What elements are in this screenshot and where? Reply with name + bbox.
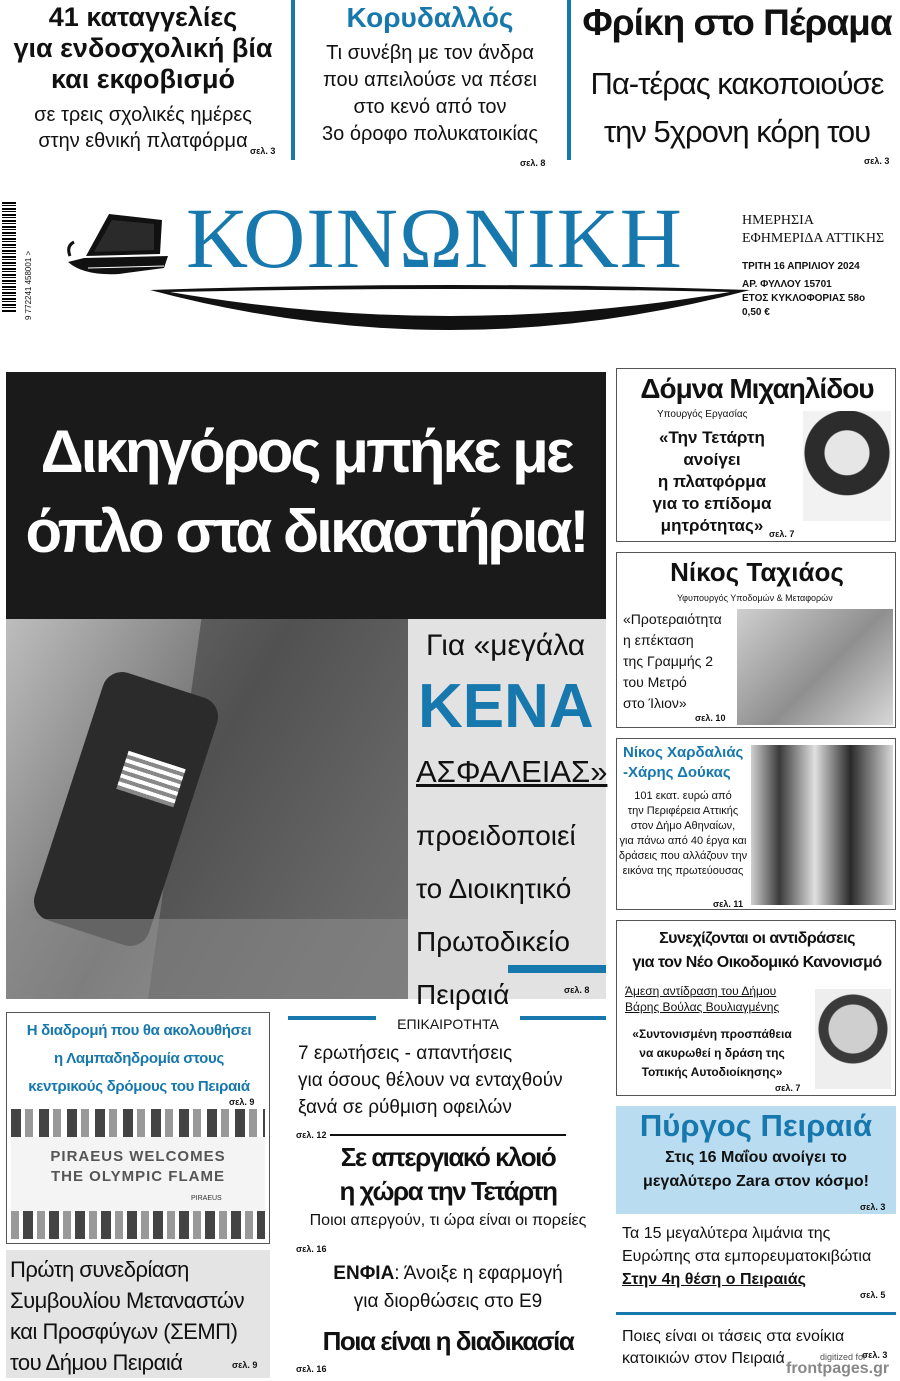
person-name: Νίκος Ταχιάος <box>670 557 844 587</box>
divider <box>291 0 295 160</box>
line: Τι συνέβη με τον άνδρα <box>326 42 534 64</box>
quote-line: «Προτεραιότητα <box>623 611 722 627</box>
page-ref: σελ. 10 <box>695 713 726 723</box>
person-role: Υπουργός Εργασίας <box>657 409 748 420</box>
line: 3ο όροφο πολυκατοικίας <box>322 123 538 145</box>
main-headline-box <box>6 372 606 619</box>
headline: Ποια είναι η διαδικασία <box>322 1326 574 1356</box>
quote-line: για το επίδομα <box>652 494 772 513</box>
page-ref: σελ. 8 <box>520 158 546 168</box>
side-text: το Διοικητικό <box>416 873 572 904</box>
text-line: 7 ερωτήσεις - απαντήσεις <box>298 1043 513 1064</box>
quote-line: να ακυρωθεί η δράση της <box>639 1046 785 1060</box>
side-big: ΚΕΝΑ <box>418 672 594 741</box>
text-line: Τα 15 μεγαλύτερα λιμάνια της <box>622 1225 831 1242</box>
person-name: Νίκος Χαρδαλιάς <box>623 744 744 761</box>
limania-box <box>616 1218 896 1312</box>
municipality-logo: PIRAEUS <box>191 1195 222 1202</box>
issue-year: ΕΤΟΣ ΚΥΚΛΟΦΟΡΙΑΣ 58ο <box>742 293 866 304</box>
page-ref: σελ. 3 <box>250 146 276 156</box>
headline: και εκφοβισμό <box>50 64 235 94</box>
masthead-sub: ΗΜΕΡΗΣΙΑ <box>742 213 814 228</box>
side-text: Για «μεγάλα <box>426 629 586 662</box>
divider <box>567 0 571 160</box>
banner-text: THE OLYMPIC FLAME <box>51 1168 225 1185</box>
subline: σε τρεις σχολικές ημέρες <box>34 104 252 126</box>
accent-bar <box>508 965 606 973</box>
text-line: Πρώτη συνεδρίαση <box>10 1257 189 1282</box>
text-line: κατοικιών στον Πειραιά <box>622 1350 785 1367</box>
headline: κεντρικούς δρόμους του Πειραιά <box>28 1078 250 1095</box>
masthead-title: ΚΟΙΝΩΝΙΚΗ <box>186 190 683 286</box>
text-line: Στις 16 Μαΐου ανοίγει το <box>665 1149 847 1166</box>
side-text: ΑΣΦΑΛΕΙΑΣ» <box>416 754 608 789</box>
side-text: Πρωτοδικείο <box>416 926 570 957</box>
tachiaos-box <box>616 552 896 728</box>
main-headline: Δικηγόρος μπήκε με <box>40 418 572 485</box>
michailidou-box <box>616 368 896 542</box>
portrait-photo <box>803 411 891 521</box>
watermark-small: digitized for <box>820 1352 867 1362</box>
debts-story <box>290 1040 606 1140</box>
masthead <box>0 170 900 360</box>
line: που απειλούσε να πέσει <box>323 69 537 91</box>
text-line: Συμβουλίου Μεταναστών <box>10 1288 245 1313</box>
divider <box>330 1134 566 1136</box>
text-line: εικόνα της πρωτεύουσας <box>622 865 744 877</box>
text-line: Ποιες είναι οι τάσεις στα ενοίκια <box>622 1328 845 1345</box>
text-line: την Περιφέρεια Αττικής <box>627 805 739 817</box>
barcode <box>2 202 16 312</box>
subline: Ποιοι απεργούν, τι ώρα είναι οι πορείες <box>309 1212 587 1229</box>
section-label: ΕΠΙΚΑΙΡΟΤΗΤΑ <box>376 1016 520 1032</box>
top-story-left <box>0 0 286 160</box>
page-ref: σελ. 11 <box>713 899 743 909</box>
box-title: Πύργος Πειραιά <box>639 1108 873 1143</box>
page-ref: σελ. 3 <box>862 1350 888 1360</box>
text-line: δράσεις που αλλάζουν την <box>618 850 748 862</box>
person-role: Υφυπουργός Υποδομών & Μεταφορών <box>677 593 833 603</box>
line: την 5χρονη κόρη του <box>603 114 871 149</box>
headline: Φρίκη στο Πέραμα <box>582 2 892 43</box>
page-ref: σελ. 3 <box>864 156 890 166</box>
headline: η Λαμπαδηδρομία στους <box>54 1050 224 1067</box>
page-ref: σελ. 5 <box>860 1290 886 1300</box>
barcode-text: 9 772241 458001 > <box>24 250 33 320</box>
page-ref: σελ. 7 <box>769 529 795 539</box>
masthead-sub: ΕΦΗΜΕΡΙΔΑ ΑΤΤΙΚΗΣ <box>742 231 885 246</box>
page-ref: σελ. 16 <box>296 1244 327 1254</box>
duo-photo <box>751 745 893 905</box>
semp-box <box>6 1250 270 1378</box>
text-line: ξανά σε ρύθμιση οφειλών <box>298 1097 512 1118</box>
quote-line: Τοπικής Αυτοδιοίκησης» <box>641 1065 783 1079</box>
quote-line: μητρότητας» <box>660 516 764 535</box>
pattern-band <box>11 1109 265 1137</box>
page-ref: σελ. 9 <box>232 1360 258 1370</box>
quote-line: στο Ίλιον» <box>623 695 687 711</box>
quote-line: η επέκταση <box>623 632 694 648</box>
watermark-big: frontpages.gr <box>786 1360 890 1377</box>
subline: Άμεση αντίδραση του Δήμου <box>625 984 777 998</box>
text-line <box>290 1260 606 1288</box>
enfia-story <box>290 1258 606 1378</box>
subline: στην εθνική πλατφόρμα <box>38 130 248 152</box>
side-text: προειδοποιεί <box>416 820 576 851</box>
text-line: 101 εκατ. ευρώ από <box>634 790 732 802</box>
price: 0,50 € <box>742 307 770 318</box>
text-line: Ευρώπης στα εμπορευματοκιβώτια <box>622 1248 872 1265</box>
quote-line: «Συντονισμένη προσπάθεια <box>632 1027 792 1041</box>
banner-text: PIRAEUS WELCOMES <box>50 1148 226 1165</box>
side-text: Πειραιά <box>416 979 510 1010</box>
quote-line: ανοίγει <box>683 450 741 469</box>
group-photo <box>737 609 893 725</box>
person-name: Δόμνα Μιχαηλίδου <box>640 373 874 404</box>
top-story-right <box>574 0 900 165</box>
main-side-panel <box>408 619 608 1010</box>
main-headline: όπλο στα δικαστήρια! <box>25 498 587 565</box>
line: Πα-τέρας κακοποιούσε <box>590 66 884 101</box>
text-line: για διορθώσεις στο Ε9 <box>353 1291 543 1312</box>
headline: Κορυδαλλός <box>346 2 514 33</box>
text-line: για όσους θέλουν να ενταχθούν <box>298 1070 563 1091</box>
portrait-photo <box>815 989 891 1089</box>
enfia-label: ΕΝΦΙΑ <box>333 1263 395 1284</box>
top-story-middle <box>298 0 562 168</box>
text-line: για πάνω από 40 έργα και <box>619 835 747 847</box>
text-line: Στην 4η θέση ο Πειραιάς <box>622 1271 806 1288</box>
headline: 41 καταγγελίες <box>48 2 238 32</box>
text-line: του Δήμου Πειραιά <box>10 1350 183 1375</box>
strike-story <box>290 1140 606 1254</box>
page-ref: σελ. 3 <box>860 1202 886 1212</box>
quote-line: του Μετρό <box>623 674 687 690</box>
page-ref: σελ. 8 <box>564 985 590 995</box>
headline: Σε απεργιακό κλοιό <box>340 1142 556 1172</box>
headline: Συνεχίζονται οι αντιδράσεις <box>659 930 855 947</box>
text-line: και Προσφύγων (ΣΕΜΠ) <box>10 1319 238 1344</box>
headline: η χώρα την Τετάρτη <box>339 1176 557 1206</box>
enfia-text: : Άνοιξε η εφαρμογή <box>394 1263 563 1284</box>
quote-line: η πλατφόρμα <box>657 472 767 491</box>
page-ref: σελ. 16 <box>296 1364 327 1374</box>
pyrgos-box <box>616 1106 896 1214</box>
olympic-flame-banner <box>11 1109 265 1239</box>
pattern-band <box>11 1211 265 1239</box>
flame-box <box>6 1012 270 1244</box>
person-name: -Χάρης Δούκας <box>623 764 731 781</box>
hardalias-box <box>616 738 896 910</box>
issue-date: ΤΡΙΤΗ 16 ΑΠΡΙΛΙΟΥ 2024 <box>742 261 860 272</box>
headline: για τον Νέο Οικοδομικό Κανονισμό <box>632 954 882 971</box>
divider <box>616 1312 896 1315</box>
headline: για ενδοσχολική βία <box>13 33 273 63</box>
watermark <box>786 1352 898 1380</box>
text-line: μεγαλύτερο Zara στον κόσμο! <box>643 1173 869 1190</box>
page-ref: σελ. 12 <box>296 1130 327 1140</box>
issue-number: ΑΡ. ΦΥΛΛΟΥ 15701 <box>742 279 832 290</box>
headline: Η διαδρομή που θα ακολουθήσει <box>26 1022 252 1039</box>
quote-line: της Γραμμής 2 <box>623 653 714 669</box>
quote-line: «Την Τετάρτη <box>659 428 765 447</box>
subline: Βάρης Βούλας Βουλιαγμένης <box>625 1000 780 1014</box>
page-ref: σελ. 7 <box>775 1083 801 1093</box>
text-line: στον Δήμο Αθηναίων, <box>630 820 736 832</box>
line: στο κενό από τον <box>353 96 507 118</box>
kanonismos-box <box>616 920 896 1096</box>
page-ref: σελ. 9 <box>229 1097 255 1107</box>
